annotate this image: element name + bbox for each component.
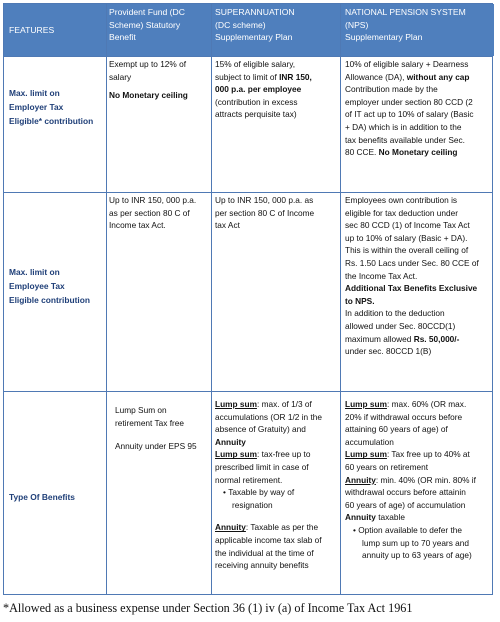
cell-line: Income tax Act. <box>109 220 166 231</box>
cell-line: • Option available to defer the <box>353 524 462 535</box>
cell-line: eligible for tax deduction under <box>345 207 459 218</box>
footnote: *Allowed as a business expense under Section 36 (1) iv (a) of Income Tax Act 1961 <box>3 601 413 615</box>
header-sa-line: SUPERANNUATION <box>215 7 295 17</box>
cell-line: Lump sum: max. 60% (OR max. <box>345 399 467 409</box>
cell-line: up to 10% of salary (Basic + DA). <box>345 232 468 243</box>
cell-line: 000 p.a. per employee <box>215 84 302 95</box>
cell-line: Up to INR 150, 000 p.a. <box>109 195 197 205</box>
cell-line: Allowance (DA), without any cap <box>345 71 470 82</box>
pf-employer-cell <box>109 58 209 102</box>
cell-line: retirement Tax free <box>115 417 185 428</box>
cell-line: Annuity: Taxable as per the <box>215 522 319 533</box>
cell-line: 60 years on retirement <box>345 461 429 472</box>
header-nps-line: NATIONAL PENSION SYSTEM <box>345 7 466 17</box>
cell-line: Up to INR 150, 000 p.a. as <box>215 195 314 205</box>
cell-line: attaining 60 years of age) of <box>345 424 448 435</box>
feature-line: Max. limit on <box>9 267 60 277</box>
cell-line: subject to limit of INR 150, <box>215 71 312 82</box>
column-divider <box>340 4 341 594</box>
cell-line: Rs. 1.50 Lacs under Sec. 80 CCE of <box>345 257 479 268</box>
header-pf-line: Provident Fund (DC <box>109 7 185 17</box>
cell-line: withdrawal occurs before attainin <box>345 487 466 498</box>
feature-line: Employee Tax <box>9 281 65 291</box>
feature-line: Employer Tax <box>9 102 64 112</box>
header-features: FEATURES <box>9 25 55 35</box>
pf-employee-cell <box>109 194 209 232</box>
cell-line: 60 years of age) of accumulation <box>345 499 466 510</box>
cell-line: under sec. 80CCD 1(B) <box>345 346 432 357</box>
cell-line: 80 CCE. No Monetary ceiling <box>345 147 458 158</box>
feature-employee-limit <box>9 265 105 307</box>
cell-line: salary <box>109 71 132 82</box>
cell-line: accumulations (OR 1/2 in the <box>215 411 322 422</box>
cell-line: 15% of eligible salary, <box>215 59 296 69</box>
feature-type-of-benefits: Type Of Benefits <box>9 492 75 502</box>
bullet-icon: • <box>223 487 229 498</box>
nps-employee-cell <box>345 194 493 358</box>
cell-line: sec 80 CCD (1) of Income Tax Act <box>345 220 470 231</box>
cell-line: applicable income tax slab of <box>215 534 322 545</box>
cell-line: Employees own contribution is <box>345 195 458 205</box>
bullet-item <box>215 486 340 511</box>
feature-employer-limit <box>9 86 105 128</box>
bullet-item <box>345 524 493 562</box>
cell-line: Lump sum: max. of 1/3 of <box>215 399 312 409</box>
cell-line: Annuity under EPS 95 <box>115 441 197 452</box>
cell-line: employer under section 80 CCD (2 <box>345 96 473 107</box>
nps-employer-cell <box>345 58 493 159</box>
cell-line: This is within the overall ceiling of <box>345 245 469 256</box>
feature-line: Max. limit on <box>9 88 60 98</box>
cell-line: annuity up to 63 years of age) <box>362 550 472 561</box>
cell-line: to NPS. <box>345 295 375 306</box>
bullet-icon: • <box>353 524 359 535</box>
feature-line: Eligible contribution <box>9 295 90 305</box>
header-nps-line: (NPS) <box>345 19 369 30</box>
cell-line: No Monetary ceiling <box>109 90 188 101</box>
cell-line: Additional Tax Benefits Exclusive <box>345 283 478 294</box>
cell-line: maximum allowed Rs. 50,000/- <box>345 333 460 344</box>
cell-line: absence of Gratuity) and <box>215 424 306 435</box>
row-divider <box>4 56 492 57</box>
sa-benefits-cell <box>215 398 340 572</box>
cell-line: allowed under Sec. 80CCD(1) <box>345 320 456 331</box>
feature-line: Eligible* contribution <box>9 116 94 126</box>
column-divider <box>106 4 107 594</box>
cell-line: resignation <box>232 499 273 510</box>
column-divider <box>211 4 212 594</box>
cell-line: 20% if withdrawal occurs before <box>345 411 463 422</box>
cell-line: receiving annuity benefits <box>215 560 309 571</box>
cell-line: In addition to the deduction <box>345 308 445 319</box>
cell-line: the Income Tax Act. <box>345 270 418 281</box>
cell-line: lump sum up to 70 years and <box>362 537 469 548</box>
cell-line: (contribution in excess <box>215 96 298 107</box>
cell-line: Annuity <box>215 436 246 447</box>
sa-employee-cell <box>215 194 339 232</box>
header-nps <box>345 6 491 44</box>
nps-benefits-cell <box>345 398 493 562</box>
cell-line: Lump sum: tax-free up to <box>215 449 311 460</box>
cell-line: Lump Sum on <box>115 405 167 415</box>
cell-line: the individual at the time of <box>215 547 314 558</box>
pf-benefits-cell <box>115 404 209 453</box>
cell-line: normal retirement. <box>215 474 283 485</box>
row-divider <box>4 391 492 392</box>
cell-line: per section 80 C of Income <box>215 207 315 218</box>
cell-line: as per section 80 C of <box>109 207 190 218</box>
sa-employer-cell <box>215 58 339 121</box>
cell-line: of IT act up to 10% of salary (Basic <box>345 109 474 120</box>
header-sa-line: (DC scheme) <box>215 19 266 30</box>
cell-line: tax benefits available under Sec. <box>345 134 465 145</box>
cell-line: + DA) which is in addition to the <box>345 121 462 132</box>
header-pf-line: Scheme) Statutory <box>109 19 181 30</box>
cell-line: Lump sum: Tax free up to 40% at <box>345 449 470 460</box>
header-sa-line: Supplementary Plan <box>215 32 293 42</box>
header-pf-line: Benefit <box>109 32 136 42</box>
header-superannuation <box>215 6 339 44</box>
cell-line: 10% of eligible salary + Dearness <box>345 59 469 69</box>
comparison-table <box>3 3 493 595</box>
row-divider <box>4 192 492 193</box>
cell-line: • Taxable by way of <box>223 487 295 498</box>
cell-line: tax Act <box>215 220 240 231</box>
cell-line: accumulation <box>345 436 394 447</box>
cell-line: attracts perquisite tax) <box>215 109 297 120</box>
cell-line: Exempt up to 12% of <box>109 59 187 69</box>
cell-line: prescribed limit in case of <box>215 461 309 472</box>
cell-line: Contribution made by the <box>345 84 438 95</box>
cell-line: Annuity taxable <box>345 512 405 523</box>
header-provident-fund <box>109 6 209 44</box>
cell-line: Annuity: min. 40% (OR min. 80% if <box>345 474 476 485</box>
header-nps-line: Supplementary Plan <box>345 32 423 42</box>
